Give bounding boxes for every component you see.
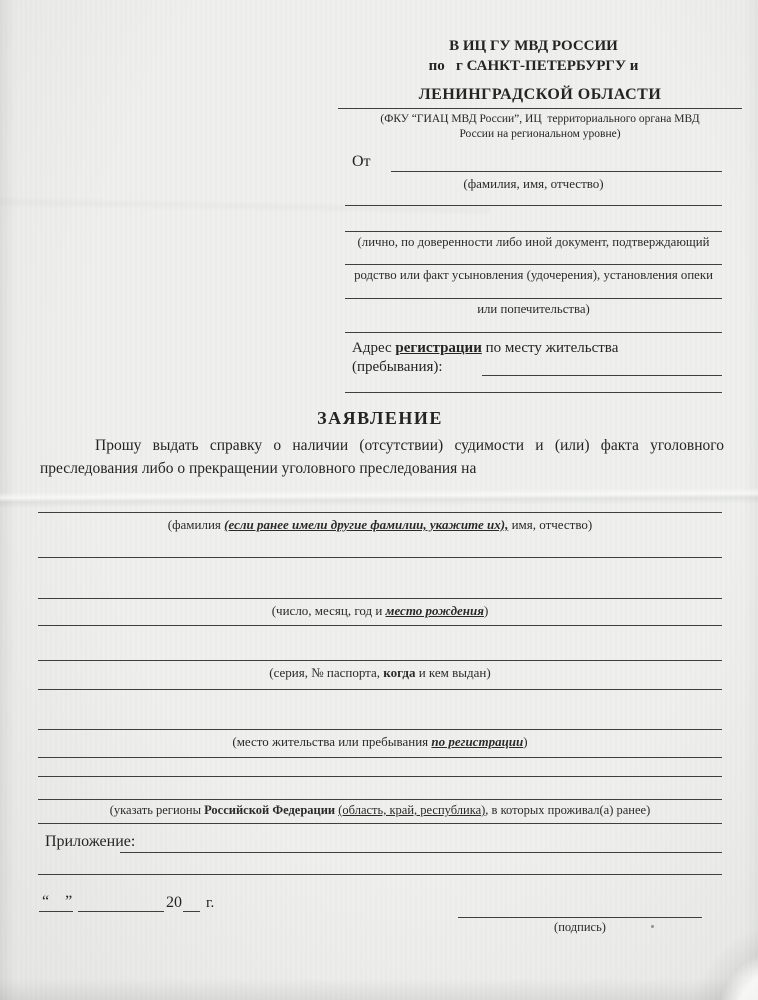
surname-caption-pre: (фамилия [167,517,225,532]
passport-blank-line [38,660,722,661]
residence-caption-em: по регистрации [431,734,524,749]
date-year-prefix: 20 [166,894,182,911]
regions-caption-bold: Российской Федерации [204,803,339,817]
residence-caption-pre: (место жительства или пребывания [232,734,432,749]
blank-line [345,264,722,265]
signature-caption: (подпись) [554,920,606,934]
date-year-line [183,911,200,912]
regions-caption-pre: (указать регионы [109,803,205,817]
address-post: по месту жительства [481,340,619,356]
date-day-line [39,911,73,912]
recipient-note-line-1: (ФКУ “ГИАЦ МВД России”, ИЦ территориального органа МВД [380,113,700,125]
blank-line [38,625,722,626]
address-text [352,339,724,377]
from-label: От [352,153,371,170]
birth-caption-post: ) [483,603,489,618]
regions-blank-line [38,799,722,800]
close-quote: ” [65,893,89,910]
blank-line [38,689,722,690]
recipient-line-1: В ИЦ ГУ МВД РОССИИ [449,38,618,54]
surname-caption-em: (если ранее имели другие фамилии, укажите их), [224,517,509,532]
surname-caption-post: имя, отчество) [508,517,593,532]
scan-crease [0,488,758,509]
blank-line [38,823,722,824]
blank-line [345,298,722,299]
open-quote: “ [42,893,66,910]
residence-caption [38,734,722,749]
blank-line [38,557,722,558]
address-blank-line [482,375,722,376]
recipient-line-3: ЛЕНИНГРАДСКОЙ ОБЛАСТИ [338,86,742,109]
request-paragraph: Прошу выдать справку о наличии (отсутствии) судимости и (или) факта уголовного преследования либо о прекращении уголовного преследования на [40,437,724,477]
regions-caption [38,803,722,818]
residence-caption-post: ) [523,734,528,749]
proxy-caption-1: (лично, по доверенности либо иной документ, подтверждающий [357,235,710,249]
recipient-note-line-2: России на региональном уровне) [459,128,621,140]
surname-blank-line [38,512,722,513]
recipient-line-2: по г САНКТ-ПЕТЕРБУРГУ и [428,58,639,74]
regions-caption-underlined: (область, край, республика) [338,803,486,817]
blank-line [345,392,722,393]
blank-line [345,205,722,206]
regions-caption-post: , в которых проживал(а) ранее) [485,803,651,817]
birth-blank-line [38,598,722,599]
signature-blank-line [458,917,702,918]
date-month-line [78,911,164,912]
date-year-suffix: г. [206,895,215,911]
address-pre: Адрес [352,340,396,356]
scan-crease [0,196,490,217]
blank-line [345,332,722,333]
passport-caption-bold: когда [383,665,416,680]
blank-line [38,776,722,777]
date-day-quotes [42,893,88,911]
attachment-blank-line [120,852,722,853]
birth-caption [38,603,722,618]
attachment-label: Приложение: [45,833,136,850]
passport-caption [38,665,722,680]
address-prebyvaniya-label: (пребывания): [352,359,443,375]
blank-line [345,231,722,232]
passport-caption-pre: (серия, № паспорта, [269,665,384,680]
blank-line [38,874,722,875]
proxy-caption-2: родство или факт усыновления (удочерения), установления опеки [354,268,713,282]
passport-caption-post: и кем выдан) [415,665,491,680]
residence-blank-line [38,729,722,730]
surname-caption [38,517,722,532]
fio-caption: (фамилия, имя, отчество) [463,176,604,191]
birth-caption-em: место рождения [385,603,484,618]
proxy-caption-3: или попечительства) [477,302,590,316]
application-title: ЗАЯВЛЕНИЕ [317,408,443,428]
birth-caption-pre: (число, месяц, год и [271,603,386,618]
blank-line [38,757,722,758]
fio-blank-line [391,171,722,172]
address-registration-word: регистрации [395,340,482,356]
